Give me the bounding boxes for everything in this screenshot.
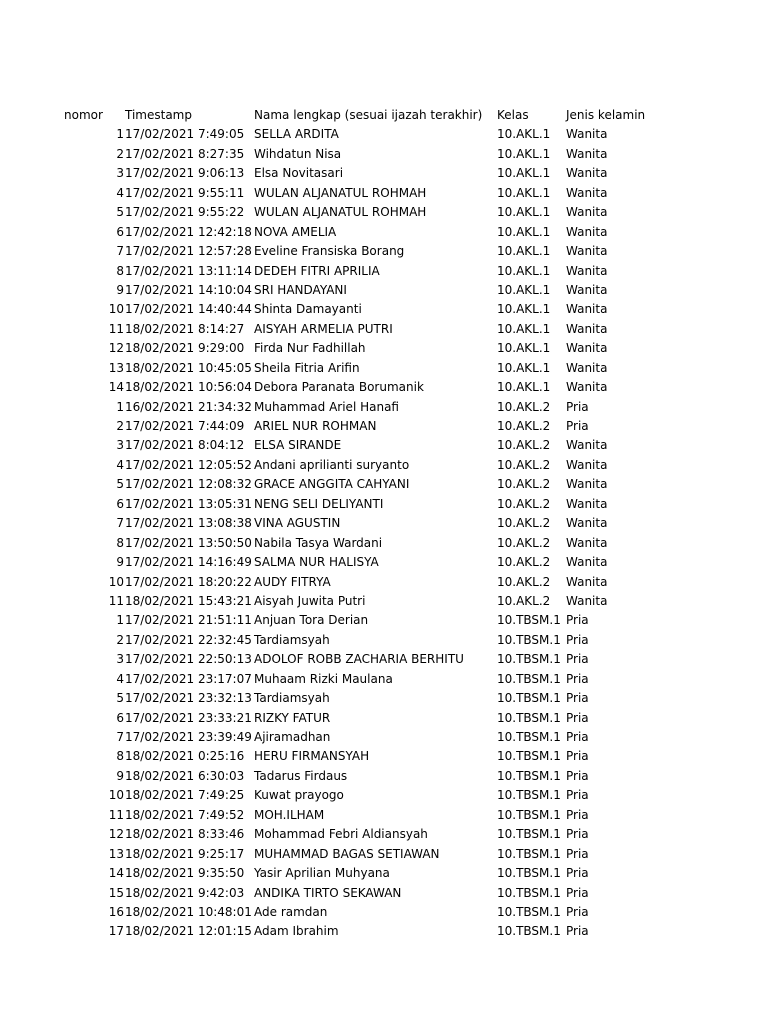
cell-nomor: 10 [108, 574, 124, 589]
table-row [0, 125, 768, 144]
cell-jenis-kelamin: Pria [566, 652, 589, 667]
cell-kelas: 10.AKL.1 [497, 341, 551, 356]
cell-jenis-kelamin: Pria [566, 924, 589, 939]
cell-nomor: 16 [108, 904, 124, 919]
cell-timestamp: 16/02/2021 21:34:32 [125, 399, 252, 414]
cell-timestamp: 18/02/2021 7:49:25 [125, 788, 245, 803]
table-row [0, 203, 768, 222]
cell-nama: GRACE ANGGITA CAHYANI [254, 477, 410, 492]
table-row [0, 864, 768, 883]
cell-jenis-kelamin: Pria [566, 866, 589, 881]
cell-jenis-kelamin: Wanita [566, 457, 608, 472]
cell-nama: Elsa Novitasari [254, 166, 344, 181]
cell-nomor: 12 [108, 827, 124, 842]
cell-timestamp: 18/02/2021 6:30:03 [125, 768, 245, 783]
cell-jenis-kelamin: Pria [566, 710, 589, 725]
cell-jenis-kelamin: Pria [566, 399, 589, 414]
table-row [0, 300, 768, 319]
cell-nomor: 6 [116, 710, 124, 725]
cell-jenis-kelamin: Wanita [566, 516, 608, 531]
table-row [0, 709, 768, 728]
table-row [0, 553, 768, 572]
cell-nomor: 5 [116, 205, 124, 220]
table-row [0, 417, 768, 436]
cell-jenis-kelamin: Wanita [566, 341, 608, 356]
cell-timestamp: 17/02/2021 22:32:45 [125, 632, 252, 647]
cell-timestamp: 17/02/2021 14:40:44 [125, 302, 252, 317]
cell-kelas: 10.TBSM.1 [497, 749, 561, 764]
table-row [0, 456, 768, 475]
cell-nomor: 3 [116, 652, 124, 667]
cell-timestamp: 17/02/2021 9:55:11 [125, 185, 245, 200]
table-row [0, 806, 768, 825]
cell-jenis-kelamin: Pria [566, 885, 589, 900]
cell-kelas: 10.AKL.1 [497, 224, 551, 239]
cell-nama: Ajiramadhan [254, 730, 331, 744]
cell-nomor: 4 [116, 185, 124, 200]
table-row [0, 884, 768, 903]
cell-nomor: 3 [116, 438, 124, 453]
table-row [0, 436, 768, 455]
cell-nama: AISYAH ARMELIA PUTRI [254, 321, 393, 336]
cell-nomor: 6 [116, 496, 124, 511]
table-row [0, 262, 768, 281]
cell-nama: Tadarus Firdaus [254, 768, 348, 783]
cell-jenis-kelamin: Wanita [566, 477, 608, 492]
cell-nomor: 7 [116, 730, 124, 744]
cell-kelas: 10.AKL.2 [497, 419, 551, 433]
cell-kelas: 10.TBSM.1 [497, 671, 561, 686]
cell-nomor: 1 [116, 399, 124, 414]
cell-timestamp: 17/02/2021 9:55:22 [125, 205, 245, 220]
cell-nomor: 17 [108, 924, 124, 939]
cell-kelas: 10.TBSM.1 [497, 730, 561, 744]
cell-jenis-kelamin: Wanita [566, 321, 608, 336]
cell-nama: Debora Paranata Borumanik [254, 380, 424, 395]
cell-jenis-kelamin: Pria [566, 730, 589, 744]
cell-jenis-kelamin: Wanita [566, 166, 608, 181]
cell-kelas: 10.AKL.2 [497, 535, 551, 550]
cell-nama: SELLA ARDITA [254, 127, 339, 142]
cell-jenis-kelamin: Wanita [566, 360, 608, 375]
table-body [0, 125, 768, 941]
cell-timestamp: 18/02/2021 8:33:46 [125, 827, 245, 842]
cell-kelas: 10.TBSM.1 [497, 846, 561, 861]
table-row [0, 611, 768, 630]
cell-kelas: 10.AKL.2 [497, 555, 551, 570]
cell-timestamp: 17/02/2021 22:50:13 [125, 652, 252, 667]
cell-kelas: 10.AKL.2 [497, 574, 551, 589]
cell-timestamp: 18/02/2021 10:56:04 [125, 380, 252, 395]
cell-timestamp: 17/02/2021 13:08:38 [125, 516, 252, 531]
cell-timestamp: 17/02/2021 13:11:14 [125, 263, 252, 278]
cell-kelas: 10.AKL.2 [497, 516, 551, 531]
cell-nomor: 9 [116, 555, 124, 570]
cell-nomor: 10 [108, 302, 124, 317]
cell-nomor: 4 [116, 671, 124, 686]
cell-kelas: 10.AKL.1 [497, 360, 551, 375]
cell-timestamp: 17/02/2021 23:33:21 [125, 710, 252, 725]
cell-timestamp: 17/02/2021 14:16:49 [125, 555, 252, 570]
cell-timestamp: 18/02/2021 9:42:03 [125, 885, 245, 900]
cell-kelas: 10.TBSM.1 [497, 710, 561, 725]
table-row [0, 747, 768, 766]
cell-nama: ARIEL NUR ROHMAN [254, 419, 377, 433]
cell-nama: Ade ramdan [254, 904, 328, 919]
cell-nama: ADOLOF ROBB ZACHARIA BERHITU [254, 652, 464, 667]
cell-nama: MUHAMMAD BAGAS SETIAWAN [254, 846, 440, 861]
cell-nomor: 12 [108, 341, 124, 356]
cell-kelas: 10.TBSM.1 [497, 632, 561, 647]
cell-nomor: 7 [116, 516, 124, 531]
cell-timestamp: 17/02/2021 7:44:09 [125, 419, 245, 433]
cell-kelas: 10.AKL.1 [497, 302, 551, 317]
cell-timestamp: 18/02/2021 10:45:05 [125, 360, 252, 375]
header-kelas: Kelas [497, 108, 529, 122]
cell-timestamp: 18/02/2021 10:48:01 [125, 904, 252, 919]
cell-nama: HERU FIRMANSYAH [254, 749, 370, 764]
cell-kelas: 10.AKL.2 [497, 477, 551, 492]
cell-timestamp: 17/02/2021 12:57:28 [125, 244, 252, 259]
cell-kelas: 10.AKL.2 [497, 496, 551, 511]
cell-kelas: 10.AKL.1 [497, 244, 551, 259]
cell-nama: VINA AGUSTIN [254, 516, 341, 531]
spreadsheet-table [0, 106, 768, 942]
table-row [0, 903, 768, 922]
cell-nomor: 7 [116, 244, 124, 259]
cell-jenis-kelamin: Pria [566, 632, 589, 647]
cell-nomor: 1 [116, 613, 124, 628]
cell-kelas: 10.AKL.1 [497, 380, 551, 395]
cell-nomor: 15 [108, 885, 124, 900]
cell-nama: Anjuan Tora Derian [254, 613, 369, 628]
table-row [0, 689, 768, 708]
cell-nama: Adam Ibrahim [254, 924, 339, 939]
cell-nomor: 11 [108, 807, 124, 822]
cell-timestamp: 17/02/2021 13:05:31 [125, 496, 252, 511]
cell-timestamp: 17/02/2021 7:49:05 [125, 127, 245, 142]
cell-nama: AUDY FITRYA [254, 574, 331, 589]
cell-nama: ANDIKA TIRTO SEKAWAN [254, 885, 402, 900]
cell-jenis-kelamin: Pria [566, 827, 589, 842]
cell-nomor: 2 [116, 632, 124, 647]
cell-kelas: 10.TBSM.1 [497, 691, 561, 706]
cell-jenis-kelamin: Pria [566, 749, 589, 764]
cell-nomor: 14 [108, 380, 124, 395]
header-row [0, 106, 768, 125]
cell-timestamp: 18/02/2021 9:25:17 [125, 846, 245, 861]
cell-kelas: 10.TBSM.1 [497, 613, 561, 628]
cell-nomor: 8 [116, 749, 124, 764]
cell-timestamp: 17/02/2021 8:27:35 [125, 146, 245, 161]
cell-nomor: 11 [108, 593, 124, 608]
cell-nama: ELSA SIRANDE [254, 438, 342, 453]
cell-nama: Nabila Tasya Wardani [254, 535, 383, 550]
cell-jenis-kelamin: Wanita [566, 302, 608, 317]
cell-nama: NENG SELI DELIYANTI [254, 496, 384, 511]
cell-nomor: 11 [108, 321, 124, 336]
cell-timestamp: 17/02/2021 21:51:11 [125, 613, 252, 628]
cell-nama: Muhammad Ariel Hanafi [254, 399, 399, 414]
cell-nama: MOH.ILHAM [254, 807, 325, 822]
cell-kelas: 10.AKL.1 [497, 146, 551, 161]
cell-jenis-kelamin: Pria [566, 904, 589, 919]
cell-nomor: 14 [108, 866, 124, 881]
cell-timestamp: 18/02/2021 7:49:52 [125, 807, 245, 822]
header-nama: Nama lengkap (sesuai ijazah terakhir) [254, 108, 483, 122]
cell-jenis-kelamin: Wanita [566, 574, 608, 589]
cell-jenis-kelamin: Wanita [566, 244, 608, 259]
cell-timestamp: 17/02/2021 18:20:22 [125, 574, 252, 589]
cell-nama: WULAN ALJANATUL ROHMAH [254, 205, 427, 220]
cell-kelas: 10.TBSM.1 [497, 904, 561, 919]
cell-nomor: 3 [116, 166, 124, 181]
cell-kelas: 10.AKL.2 [497, 457, 551, 472]
cell-jenis-kelamin: Pria [566, 846, 589, 861]
cell-nama: Eveline Fransiska Borang [254, 244, 405, 259]
cell-kelas: 10.TBSM.1 [497, 652, 561, 667]
cell-kelas: 10.TBSM.1 [497, 827, 561, 842]
cell-timestamp: 18/02/2021 15:43:21 [125, 593, 252, 608]
cell-nama: Firda Nur Fadhillah [254, 341, 366, 356]
cell-kelas: 10.AKL.1 [497, 282, 551, 297]
cell-jenis-kelamin: Pria [566, 671, 589, 686]
header-timestamp: Timestamp [125, 108, 192, 122]
cell-jenis-kelamin: Wanita [566, 127, 608, 142]
cell-timestamp: 17/02/2021 9:06:13 [125, 166, 245, 181]
table-row [0, 767, 768, 786]
cell-nomor: 6 [116, 224, 124, 239]
cell-jenis-kelamin: Wanita [566, 185, 608, 200]
cell-nomor: 10 [108, 788, 124, 803]
cell-kelas: 10.AKL.1 [497, 205, 551, 220]
table-row [0, 922, 768, 941]
cell-nama: Shinta Damayanti [254, 302, 362, 317]
cell-timestamp: 17/02/2021 12:42:18 [125, 224, 252, 239]
table-row [0, 359, 768, 378]
cell-timestamp: 18/02/2021 9:35:50 [125, 866, 245, 881]
cell-nama: SALMA NUR HALISYA [254, 555, 379, 570]
table-row [0, 670, 768, 689]
table-row [0, 320, 768, 339]
cell-kelas: 10.AKL.1 [497, 321, 551, 336]
table-row [0, 398, 768, 417]
header-jenis-kelamin: Jenis kelamin [566, 108, 646, 122]
cell-kelas: 10.AKL.1 [497, 263, 551, 278]
cell-nama: Yasir Aprilian Muhyana [254, 866, 390, 881]
cell-timestamp: 17/02/2021 12:05:52 [125, 457, 252, 472]
cell-jenis-kelamin: Wanita [566, 205, 608, 220]
cell-timestamp: 17/02/2021 23:32:13 [125, 691, 252, 706]
cell-nama: DEDEH FITRI APRILIA [254, 263, 380, 278]
cell-nama: Mohammad Febri Aldiansyah [254, 827, 428, 842]
table-row [0, 786, 768, 805]
cell-jenis-kelamin: Pria [566, 807, 589, 822]
cell-nama: Andani aprilianti suryanto [254, 457, 410, 472]
cell-kelas: 10.AKL.1 [497, 185, 551, 200]
cell-kelas: 10.TBSM.1 [497, 807, 561, 822]
table-row [0, 378, 768, 397]
table-row [0, 223, 768, 242]
cell-kelas: 10.TBSM.1 [497, 924, 561, 939]
cell-jenis-kelamin: Wanita [566, 263, 608, 278]
cell-timestamp: 18/02/2021 0:25:16 [125, 749, 245, 764]
cell-jenis-kelamin: Pria [566, 768, 589, 783]
cell-nomor: 9 [116, 282, 124, 297]
cell-nomor: 13 [108, 360, 124, 375]
cell-nomor: 2 [116, 419, 124, 433]
cell-nama: WULAN ALJANATUL ROHMAH [254, 185, 427, 200]
cell-timestamp: 17/02/2021 14:10:04 [125, 282, 252, 297]
table-row [0, 495, 768, 514]
cell-timestamp: 17/02/2021 12:08:32 [125, 477, 252, 492]
cell-jenis-kelamin: Wanita [566, 496, 608, 511]
table-row [0, 573, 768, 592]
cell-nomor: 5 [116, 691, 124, 706]
table-row [0, 728, 768, 747]
table-row [0, 184, 768, 203]
cell-timestamp: 18/02/2021 9:29:00 [125, 341, 245, 356]
cell-timestamp: 17/02/2021 23:39:49 [125, 730, 252, 744]
table-row [0, 534, 768, 553]
cell-nama: RIZKY FATUR [254, 710, 331, 725]
table-row [0, 514, 768, 533]
cell-jenis-kelamin: Wanita [566, 555, 608, 570]
cell-jenis-kelamin: Wanita [566, 535, 608, 550]
table-row [0, 631, 768, 650]
cell-nama: Tardiamsyah [254, 691, 330, 706]
table-row [0, 592, 768, 611]
table-row [0, 825, 768, 844]
cell-nama: Aisyah Juwita Putri [254, 593, 366, 608]
cell-jenis-kelamin: Wanita [566, 438, 608, 453]
cell-timestamp: 18/02/2021 12:01:15 [125, 924, 252, 939]
table-row [0, 650, 768, 669]
cell-timestamp: 17/02/2021 13:50:50 [125, 535, 252, 550]
cell-nama: Wihdatun Nisa [254, 146, 342, 161]
table-row [0, 339, 768, 358]
cell-nomor: 13 [108, 846, 124, 861]
cell-kelas: 10.TBSM.1 [497, 768, 561, 783]
cell-timestamp: 17/02/2021 23:17:07 [125, 671, 252, 686]
cell-jenis-kelamin: Pria [566, 419, 589, 433]
cell-jenis-kelamin: Wanita [566, 282, 608, 297]
cell-kelas: 10.TBSM.1 [497, 788, 561, 803]
cell-kelas: 10.TBSM.1 [497, 866, 561, 881]
cell-kelas: 10.TBSM.1 [497, 885, 561, 900]
cell-jenis-kelamin: Pria [566, 691, 589, 706]
cell-kelas: 10.AKL.1 [497, 127, 551, 142]
cell-nomor: 8 [116, 535, 124, 550]
table-row [0, 281, 768, 300]
cell-nama: NOVA AMELIA [254, 224, 337, 239]
cell-jenis-kelamin: Pria [566, 788, 589, 803]
cell-jenis-kelamin: Wanita [566, 380, 608, 395]
table-row [0, 242, 768, 261]
cell-jenis-kelamin: Wanita [566, 593, 608, 608]
table-row [0, 164, 768, 183]
cell-jenis-kelamin: Wanita [566, 146, 608, 161]
table-row [0, 145, 768, 164]
cell-nama: Sheila Fitria Arifin [254, 360, 360, 375]
header-nomor: nomor [64, 108, 103, 122]
cell-nama: SRI HANDAYANI [254, 282, 347, 297]
cell-jenis-kelamin: Pria [566, 613, 589, 628]
cell-timestamp: 17/02/2021 8:04:12 [125, 438, 245, 453]
cell-nomor: 4 [116, 457, 124, 472]
cell-timestamp: 18/02/2021 8:14:27 [125, 321, 245, 336]
cell-jenis-kelamin: Wanita [566, 224, 608, 239]
cell-nomor: 5 [116, 477, 124, 492]
table-row [0, 475, 768, 494]
cell-nomor: 8 [116, 263, 124, 278]
table-row [0, 845, 768, 864]
cell-nama: Muhaam Rizki Maulana [254, 671, 393, 686]
cell-nomor: 1 [116, 127, 124, 142]
cell-nomor: 2 [116, 146, 124, 161]
cell-kelas: 10.AKL.2 [497, 399, 551, 414]
cell-kelas: 10.AKL.2 [497, 593, 551, 608]
cell-nama: Tardiamsyah [254, 632, 330, 647]
cell-nama: Kuwat prayogo [254, 788, 344, 803]
cell-nomor: 9 [116, 768, 124, 783]
cell-kelas: 10.AKL.2 [497, 438, 551, 453]
cell-kelas: 10.AKL.1 [497, 166, 551, 181]
